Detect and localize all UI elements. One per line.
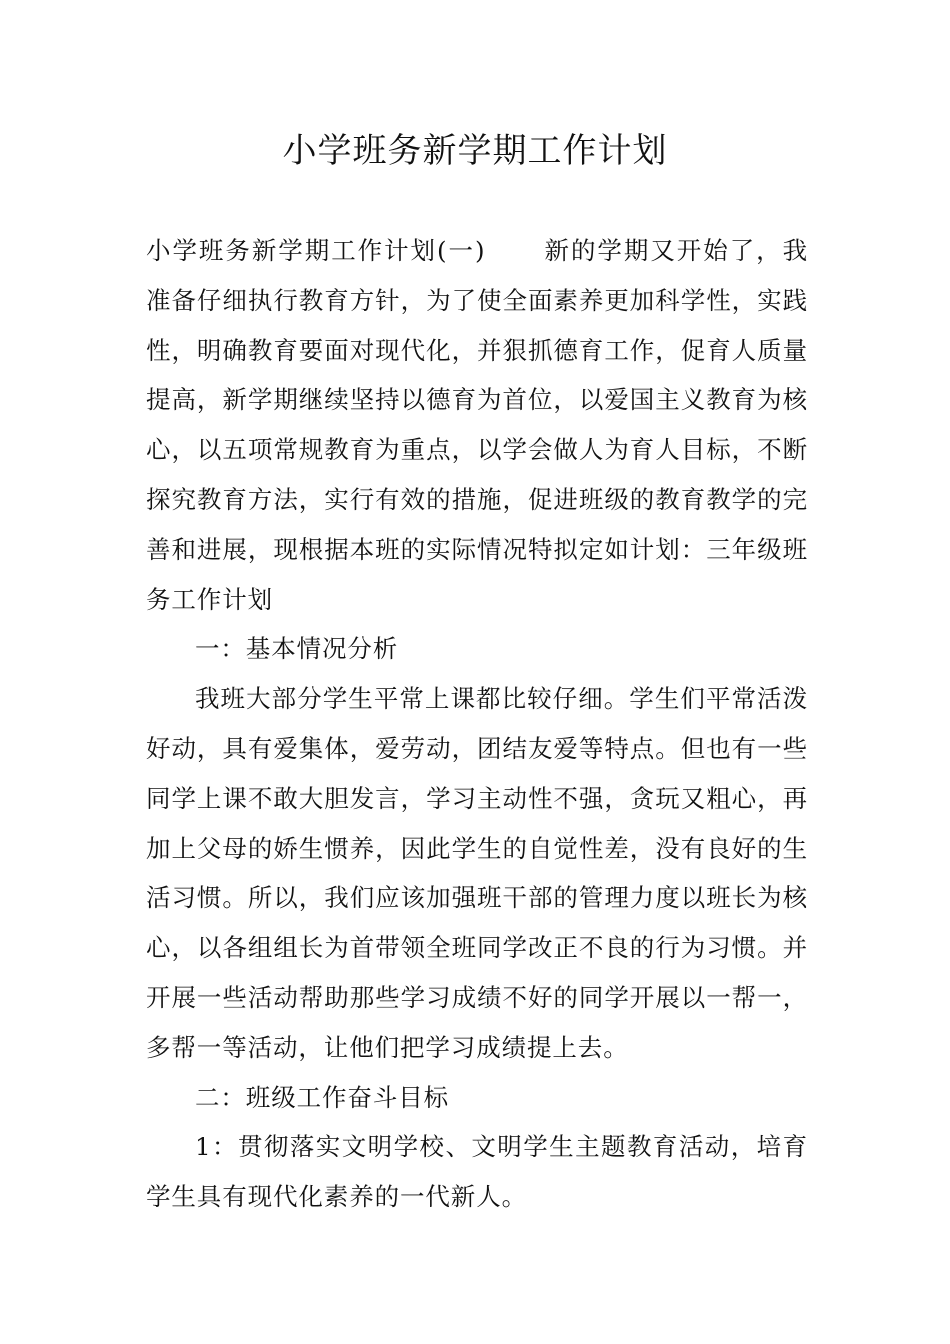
section-2-item-1: 1：贯彻落实文明学校、文明学生主题教育活动，培育学生具有现代化素养的一代新人。 — [146, 1132, 808, 1212]
intro-label: 小学班务新学期工作计划(一) — [146, 236, 486, 265]
intro-paragraph — [146, 226, 808, 624]
section-1-heading: 一：基本情况分析 — [195, 634, 399, 664]
intro-text: 新的学期又开始了，我准备仔细执行教育方针，为了使全面素养更加科学性，实践性，明确教育要面对现代化，并狠抓德育工作，促育人质量提高，新学期继续坚持以德育为首位，以爱国主义教育为核心，以五项常规教育为重点，以学会做人为育人目标，不断探究教育方法，实行有效的措施，促进班级的教育教学的完善和进展，现根据本班的实际情况特拟定如计划：三年级班务工作计划 — [146, 236, 809, 614]
section-2-heading: 二：班级工作奋斗目标 — [195, 1082, 449, 1112]
document-body — [146, 226, 808, 1222]
section-1-paragraph: 我班大部分学生平常上课都比较仔细。学生们平常活泼好动，具有爱集体，爱劳动，团结友爱等特点。但也有一些同学上课不敢大胆发言，学习主动性不强，贪玩又粗心，再加上父母的娇生惯养，因此学生的自觉性差，没有良好的生活习惯。所以，我们应该加强班干部的管理力度以班长为核心，以各组组长为首带领全班同学改正不良的行为习惯。并开展一些活动帮助那些学习成绩不好的同学开展以一帮一，多帮一等活动，让他们把学习成绩提上去。 — [146, 684, 808, 1062]
document-title: 小学班务新学期工作计划 — [282, 131, 668, 171]
